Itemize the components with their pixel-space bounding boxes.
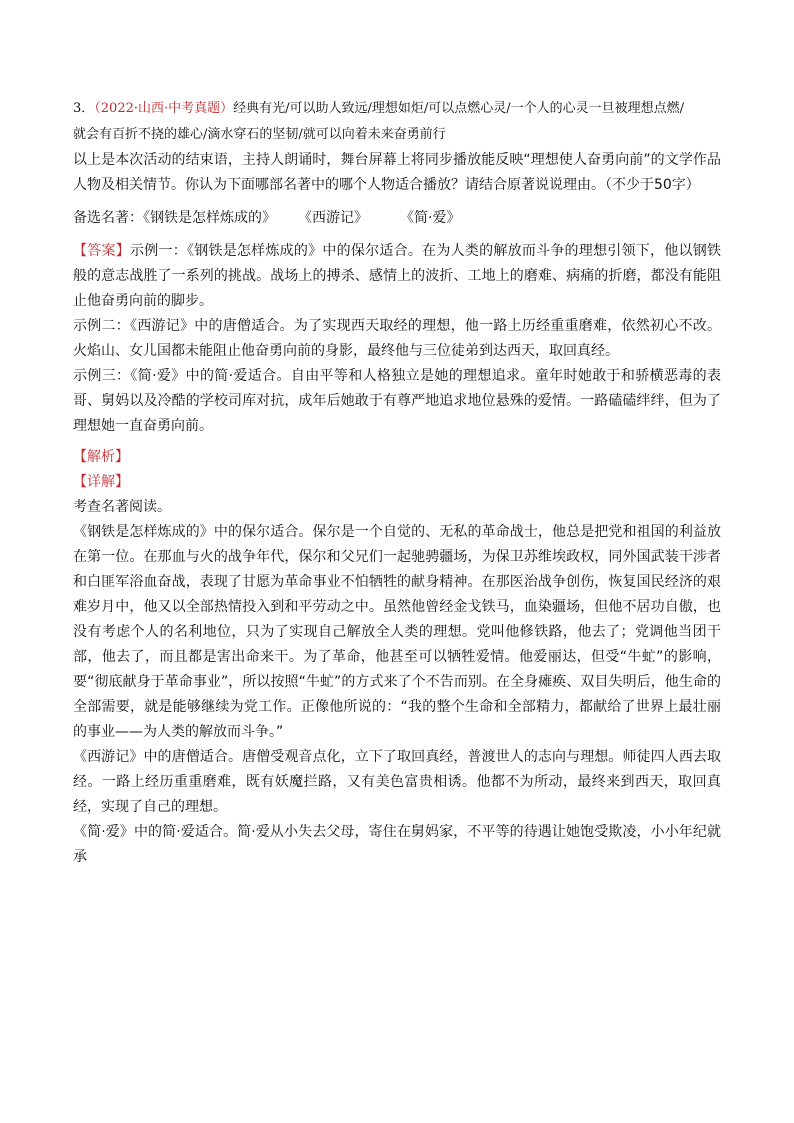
analysis-tag: 【解析】 <box>73 449 129 465</box>
detail-paragraph-2: 《西游记》中的唐僧适合。唐僧受观音点化，立下了取回真经，普渡世人的志向与理想。师徒四人西去取经。一路上经历重重磨难，既有妖魔拦路，又有美色富贵相诱。他都不为所动，最终来到西天，取回真经，实现了自己的理想。 <box>73 749 721 815</box>
document-page <box>73 96 721 870</box>
poem-line-1: 经典有光/可以助人致远/理想如炬/可以点燃心灵/一个人的心灵一旦被理想点燃/ <box>233 101 685 116</box>
option-1: 《钢铁是怎样炼成的》 <box>143 210 276 226</box>
question-source: （2022·山西·中考真题） <box>94 101 234 116</box>
answer-example-1: 【答案】示例一：《钢铁是怎样炼成的》中的保尔适合。在为人类的解放而斗争的理想引领下，他以钢铁般的意志战胜了一系列的挑战。战场上的搏杀、感情上的波折、工地上的磨难、病痛的折磨，都没有能阻止他奋勇向前的脚步。 <box>73 243 722 309</box>
question-prompt: 以上是本次活动的结束语，主持人朗诵时，舞台屏幕上将同步播放能反映“理想使人奋勇向前”的文学作品人物及相关情节。你认为下面哪部名著中的哪个人物适合播放？请结合原著说说理由。（不少于50字） <box>73 152 721 193</box>
detail-tag: 【详解】 <box>73 474 129 490</box>
answer-example-3: 示例三：《简·爱》中的简·爱适合。自由平等和人格独立是她的理想追求。童年时她敢于和骄横恶毒的表哥、舅妈以及冷酷的学校司库对抗，成年后她敢于有尊严地追求地位悬殊的爱情。一路磕磕绊绊，但为了理想她一直奋勇向前。 <box>73 368 721 434</box>
detail-paragraph-3: 《简·爱》中的简·爱适合。简·爱从小失去父母，寄住在舅妈家，不平等的待遇让她饱受欺凌，小小年纪就承 <box>73 824 721 865</box>
detail-paragraph-1: 《钢铁是怎样炼成的》中的保尔适合。保尔是一个自觉的、无私的革命战士，他总是把党和祖国的利益放在第一位。在那血与火的战争年代，保尔和父兄们一起驰骋疆场，为保卫苏维埃政权，同外国武装干涉者和白匪军浴血奋战，表现了甘愿为革命事业不怕牺牲的献身精神。在那医治战争创伤，恢复国民经济的艰难岁月中，他又以全部热情投入到和平劳动之中。虽然他曾经金戈铁马，血染疆场，但他不居功自傲，也没有考虑个人的名利地位，只为了实现自己解放全人类的理想。党叫他修铁路，他去了；党调他当团干部，他去了，而且都是害出命来干。为了革命，他甚至可以牺牲爱情。他爱丽达，但受“牛虻”的影响，要“彻底献身于革命事业”，所以按照“牛虻”的方式来了个不告而别。在全身瘫痪、双目失明后，他生命的全部需要，就是能够继续为党工作。正像他所说的：“我的整个生命和全部精力，都献给了世界上最壮丽的事业——为人类的解放而斗争。” <box>73 524 721 740</box>
options-line <box>73 206 721 231</box>
option-2: 《西游记》 <box>298 210 368 226</box>
answer-example-2: 示例二：《西游记》中的唐僧适合。为了实现西天取经的理想，他一路上历经重重磨难，依然初心不改。火焰山、女儿国都未能阻止他奋勇向前的身影，最终他与三位徒弟到达西天，取回真经。 <box>73 318 721 359</box>
options-label: 备选名著： <box>73 210 143 226</box>
question-number: 3． <box>73 101 95 116</box>
option-3: 《简·爱》 <box>400 210 461 226</box>
detail-intro: 考查名著阅读。 <box>73 499 171 515</box>
question-header <box>73 96 721 122</box>
poem-line-2: 就会有百折不挠的雄心/滴水穿石的坚韧/就可以向着未来奋勇前行 <box>73 127 446 142</box>
answer-tag: 【答案】 <box>73 243 130 259</box>
